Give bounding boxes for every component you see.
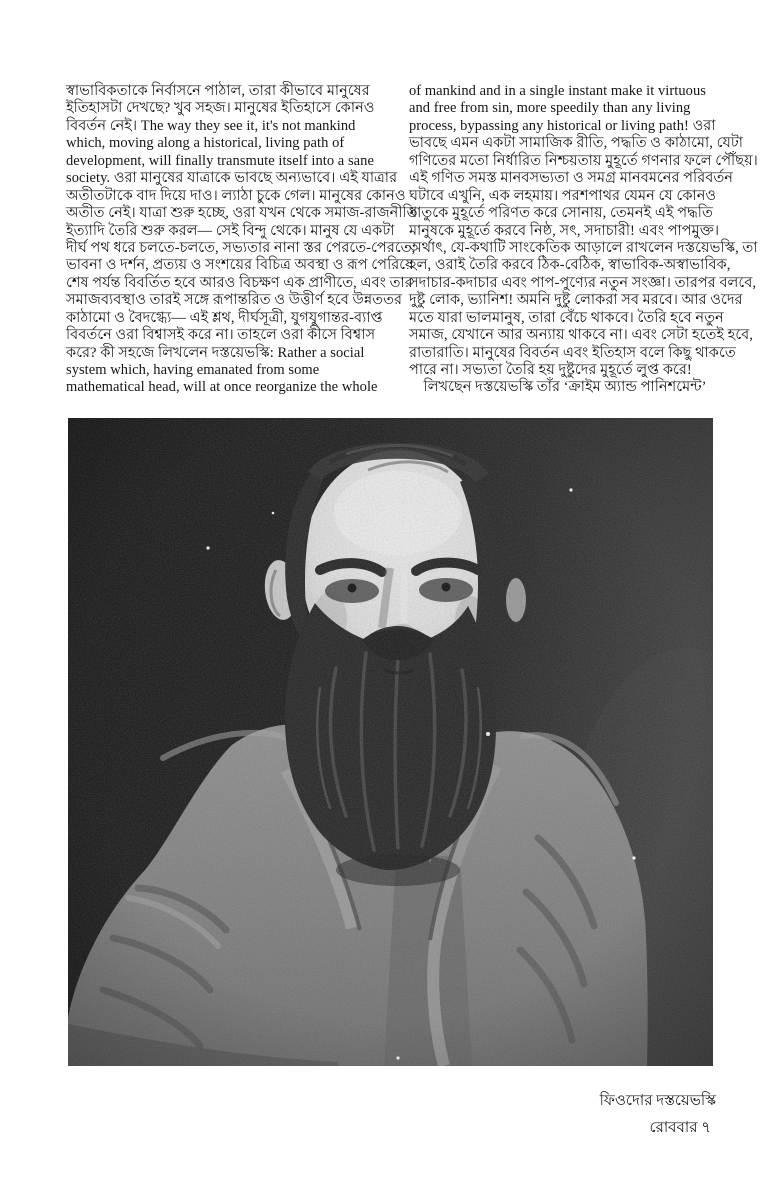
article-text-line: সমাজব্যবস্থাও তারই সঙ্গে রূপান্তরিত ও উত্তীর্ণ হবে উন্নততর [66,292,403,309]
article-text-line: ঘটাবে এখুনি, এক লহমায়। পরশপাথর যেমন যে কোনও [409,187,717,204]
article-text-line: ভাবছে এমন একটা সামাজিক রীতি, পদ্ধতি ও কাঠামো, যেটা [409,135,744,152]
article-text-line: ইতিহাসটা দেখছে? খুব সহজ। মানুষের ইতিহাসে কোনও [66,100,375,117]
article-text-line: গণিতের মতো নির্ধারিত নিশ্চয়তায় মুহূর্তে গণনার ফলে পৌঁছয়। [409,152,758,169]
photo-caption: ফিওদোর দস্তয়েভস্কি [599,1093,716,1109]
article-text-line: অতীতটাকে বাদ দিয়ে দাও। ল্যাঠা চুকে গেল। মানুষের কোনও [66,187,406,204]
article-text-line: which, moving along a historical, living path of [66,135,345,152]
article-text-line: বিবর্তনে ওরা বিশ্বাসই করে না। তাহলে ওরা কীসে বিশ্বাস [66,327,376,344]
article-text-line: লিখছেন দস্তয়েভস্কি তাঁর ‘ক্রাইম অ্যান্ড পানিশমেন্ট’ [409,379,707,396]
article-text-line: কাঠামো ও বৈদগ্ধ্যে— এই শ্লথ, দীর্ঘসূত্রী, যুগযুগান্তর-ব্যাপ্ত [66,309,383,326]
dostoevsky-portrait-photo [68,418,713,1066]
article-column-left [66,83,418,397]
article-text-line: সমাজ, যেখানে আর অন্যায় থাকবে না। এবং সেটা হতেই হবে, [409,327,753,344]
portrait-illustration [68,418,713,1066]
article-text-line: ভাবনা ও দর্শন, প্রত্যয় ও সংশয়ের বিচিত্র অবস্থা ও রূপ পেরিয়ে [66,257,414,274]
article-text-line: করে? কী সহজে লিখলেন দস্তয়েভস্কি: Rather a social [66,344,365,361]
article-text-line: এই গণিত সমস্ত মানবসভ্যতা ও সমগ্র মানবমনের পরিবর্তন [409,170,733,187]
article-text-line: mathematical head, will at once reorganize the whole [66,379,378,396]
article-text-line: মতে যারা ভালমানুষ, তারা বেঁচে থাকবে। তৈরি হবে নতুন [409,309,724,326]
article-text-line: অতীত নেই। যাত্রা শুরু হচ্ছে, ওরা যখন থেকে সমাজ-রাজনীতি [66,205,418,222]
article-text-line: রাতারাতি। মানুষের বিবর্তন এবং ইতিহাস বলে কিছু থাকতে [409,344,736,361]
article-text-line: of mankind and in a single instant make it virtuous [409,83,706,99]
article-text-line: process, bypassing any historical or living path! ওরা [409,117,716,134]
article-text-line: দুষ্টু লোক, ভ্যানিশ! অমনি দুষ্টু লোকরা সব মরবে। আর ওদের [409,292,743,309]
article-text-line: দীর্ঘ পথ ধরে চলতে-চলতে, সভ্যতার নানা স্তর পেরতে-পেরতে, [66,239,416,256]
article-text-line: পারে না। সভ্যতা তৈরি হয় দুষ্টুদের মুহূর্তে লুপ্ত করে! [409,362,692,378]
article-text-line: স্বাভাবিকতাকে নির্বাসনে পাঠাল, তারা কীভাবে মানুষের [66,83,370,99]
article-text-line: অর্থাৎ, যে-কথাটি সাংকেতিক আড়ালে রাখলেন দস্তয়েভস্কি, তা [409,239,758,256]
article-text-line: system which, having emanated from some [66,362,320,378]
article-text-line: হল, ওরাই তৈরি করবে ঠিক-বেঠিক, স্বাভাবিক-অস্বাভাবিক, [409,257,731,274]
page-marker: রোববার ৭ [649,1120,711,1136]
article-text-line: development, will finally transmute itself into a sane [66,152,374,169]
article-text-line: বিবর্তন নেই। The way they see it, it's not mankind [66,117,356,134]
article-text-line: ইত্যাদি তৈরি শুরু করল— সেই বিন্দু থেকে। মানুষ যে একটা [66,222,395,239]
article-text-line: সদাচার-কদাচার এবং পাপ-পুণ্যের নতুন সংজ্ঞা। তারপর বলবে, [409,274,757,291]
article-text-line: শেষ পর্যন্ত বিবর্তিত হবে আরও বিচক্ষণ এক প্রাণীতে, এবং তার [66,274,413,291]
article-text-line: society. ওরা মানুষের যাত্রাকে ভাবছে অন্যভাবে। এই যাত্রার [66,170,398,187]
article-text-line: ধাতুকে মুহূর্তে পরিণত করে সোনায়, তেমনই এই পদ্ধতি [409,205,713,222]
article-text-line: মানুষকে মুহূর্তে করবে নিষ্ঠ, সৎ, সদাচারী! এবং পাপমুক্ত। [409,222,720,239]
article-text-line: and free from sin, more speedily than any living [409,100,691,117]
article-column-right [409,83,758,397]
